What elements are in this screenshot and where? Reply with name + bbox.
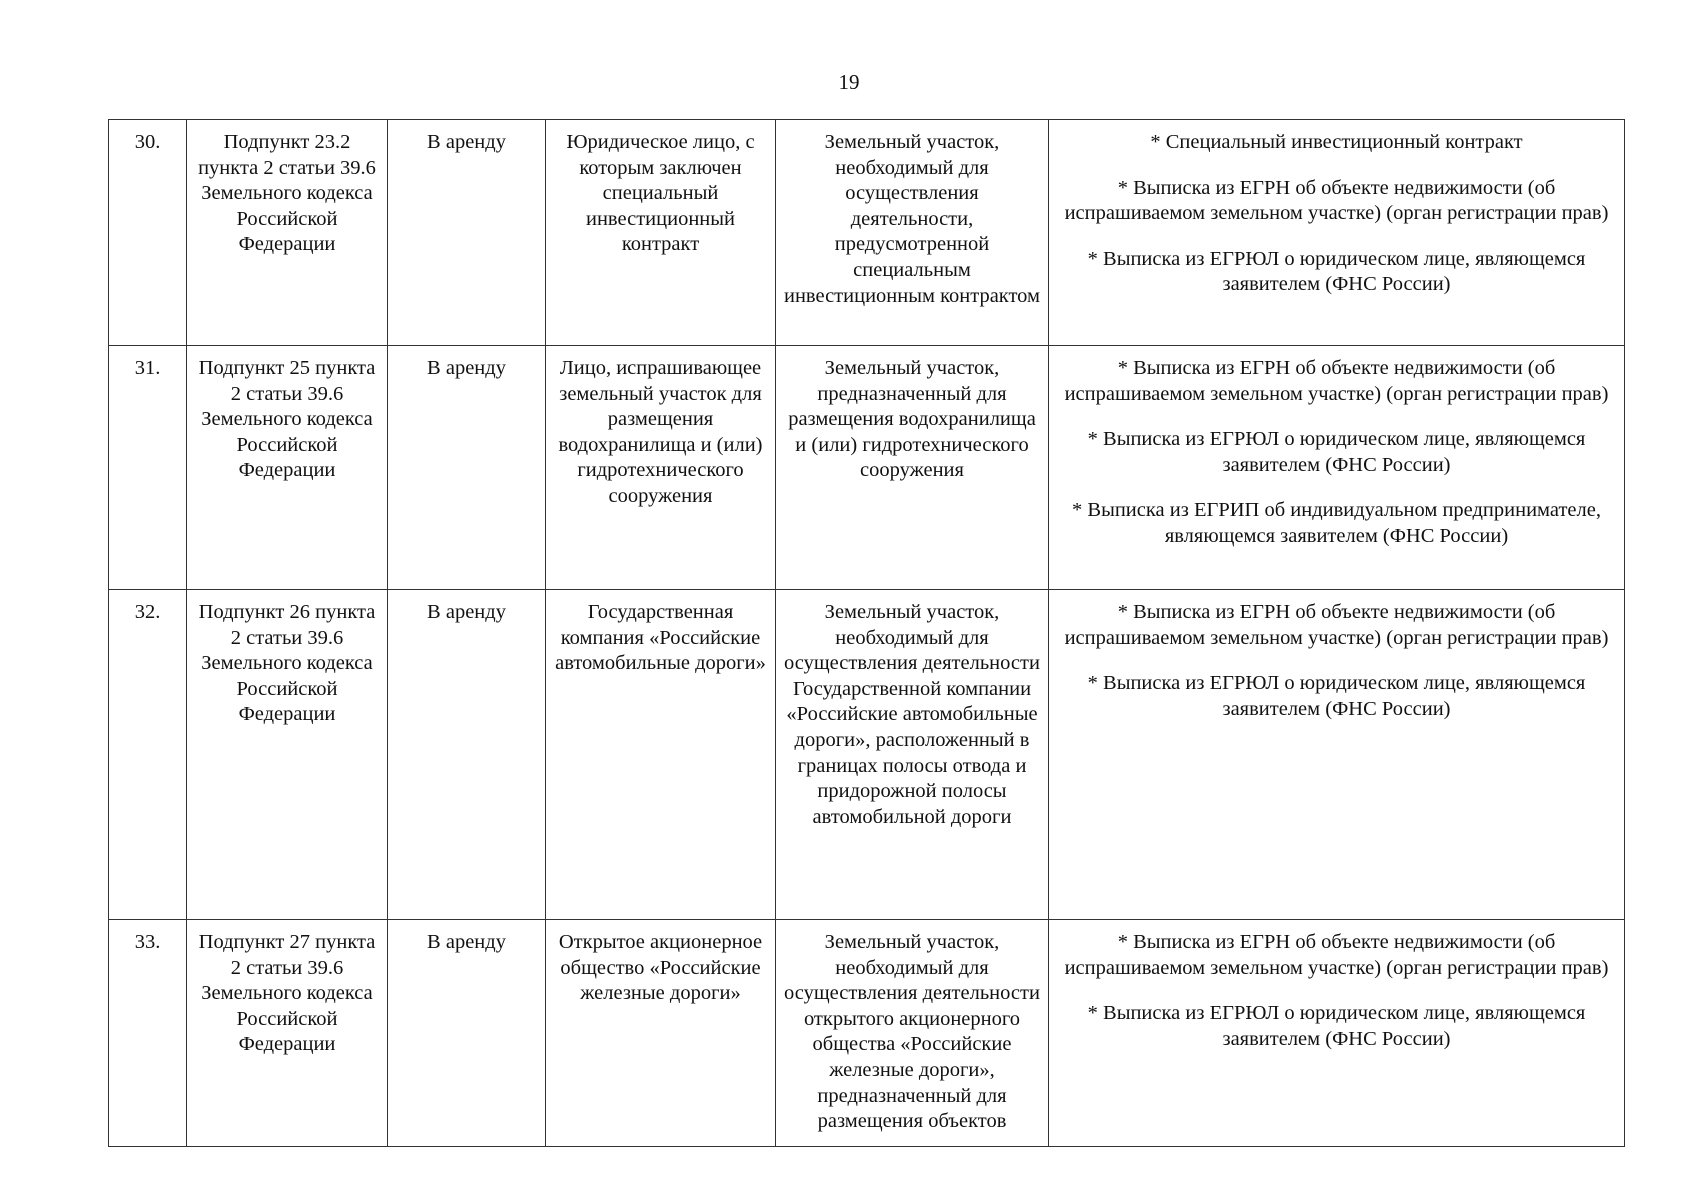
documents-cell <box>1049 346 1625 590</box>
legal-basis-cell: Подпункт 23.2 пункта 2 статьи 39.6 Земельного кодекса Российской Федерации <box>187 120 388 346</box>
documents-cell <box>1049 120 1625 346</box>
row-number: 33. <box>109 920 187 1147</box>
legal-basis-cell: Подпункт 27 пункта 2 статьи 39.6 Земельного кодекса Российской Федерации <box>187 920 388 1147</box>
table-row <box>109 346 1625 590</box>
table-row <box>109 120 1625 346</box>
documents-cell <box>1049 920 1625 1147</box>
table-row <box>109 590 1625 920</box>
provision-type-cell: В аренду <box>388 590 546 920</box>
row-number: 32. <box>109 590 187 920</box>
document-item: * Выписка из ЕГРН об объекте недвижимости (об испрашиваемом земельном участке) (орган регистрации прав) <box>1064 357 1609 405</box>
land-plot-cell: Земельный участок, необходимый для осуществления деятельности открытого акционерного общества «Российские железные дороги», предназначенный для размещения объектов <box>776 920 1049 1147</box>
document-item: * Специальный инвестиционный контракт <box>1150 131 1523 153</box>
legal-basis-cell: Подпункт 25 пункта 2 статьи 39.6 Земельного кодекса Российской Федерации <box>187 346 388 590</box>
row-number: 30. <box>109 120 187 346</box>
document-item: * Выписка из ЕГРЮЛ о юридическом лице, являющемся заявителем (ФНС России) <box>1087 672 1586 720</box>
applicant-cell: Государственная компания «Российские автомобильные дороги» <box>546 590 776 920</box>
document-item: * Выписка из ЕГРЮЛ о юридическом лице, являющемся заявителем (ФНС России) <box>1087 428 1586 476</box>
documents-cell <box>1049 590 1625 920</box>
document-item: * Выписка из ЕГРН об объекте недвижимости (об испрашиваемом земельном участке) (орган регистрации прав) <box>1064 931 1609 979</box>
row-number: 31. <box>109 346 187 590</box>
document-item: * Выписка из ЕГРН об объекте недвижимости (об испрашиваемом земельном участке) (орган регистрации прав) <box>1064 601 1609 649</box>
applicant-cell: Юридическое лицо, с которым заключен специальный инвестиционный контракт <box>546 120 776 346</box>
services-table <box>108 119 1625 1147</box>
land-plot-cell: Земельный участок, предназначенный для размещения водохранилища и (или) гидротехнического сооружения <box>776 346 1049 590</box>
applicant-cell: Открытое акционерное общество «Российские железные дороги» <box>546 920 776 1147</box>
provision-type-cell: В аренду <box>388 920 546 1147</box>
document-item: * Выписка из ЕГРЮЛ о юридическом лице, являющемся заявителем (ФНС России) <box>1087 247 1586 296</box>
page-number: 19 <box>838 70 860 94</box>
document-item: * Выписка из ЕГРЮЛ о юридическом лице, являющемся заявителем (ФНС России) <box>1087 1002 1586 1050</box>
land-plot-cell: Земельный участок, необходимый для осуществления деятельности Государственной компании «Российские автомобильные дороги», расположенный в границах полосы отвода и придорожной полосы автомобильной дороги <box>776 590 1049 920</box>
applicant-cell: Лицо, испрашивающее земельный участок для размещения водохранилища и (или) гидротехнического сооружения <box>546 346 776 590</box>
document-item: * Выписка из ЕГРН об объекте недвижимости (об испрашиваемом земельном участке) (орган регистрации прав) <box>1064 176 1609 225</box>
land-plot-cell: Земельный участок, необходимый для осуществления деятельности, предусмотренной специальным инвестиционным контрактом <box>776 120 1049 346</box>
provision-type-cell: В аренду <box>388 120 546 346</box>
legal-basis-cell: Подпункт 26 пункта 2 статьи 39.6 Земельного кодекса Российской Федерации <box>187 590 388 920</box>
provision-type-cell: В аренду <box>388 346 546 590</box>
table-row <box>109 920 1625 1147</box>
document-item: * Выписка из ЕГРИП об индивидуальном предпринимателе, являющемся заявителем (ФНС России) <box>1072 499 1601 547</box>
